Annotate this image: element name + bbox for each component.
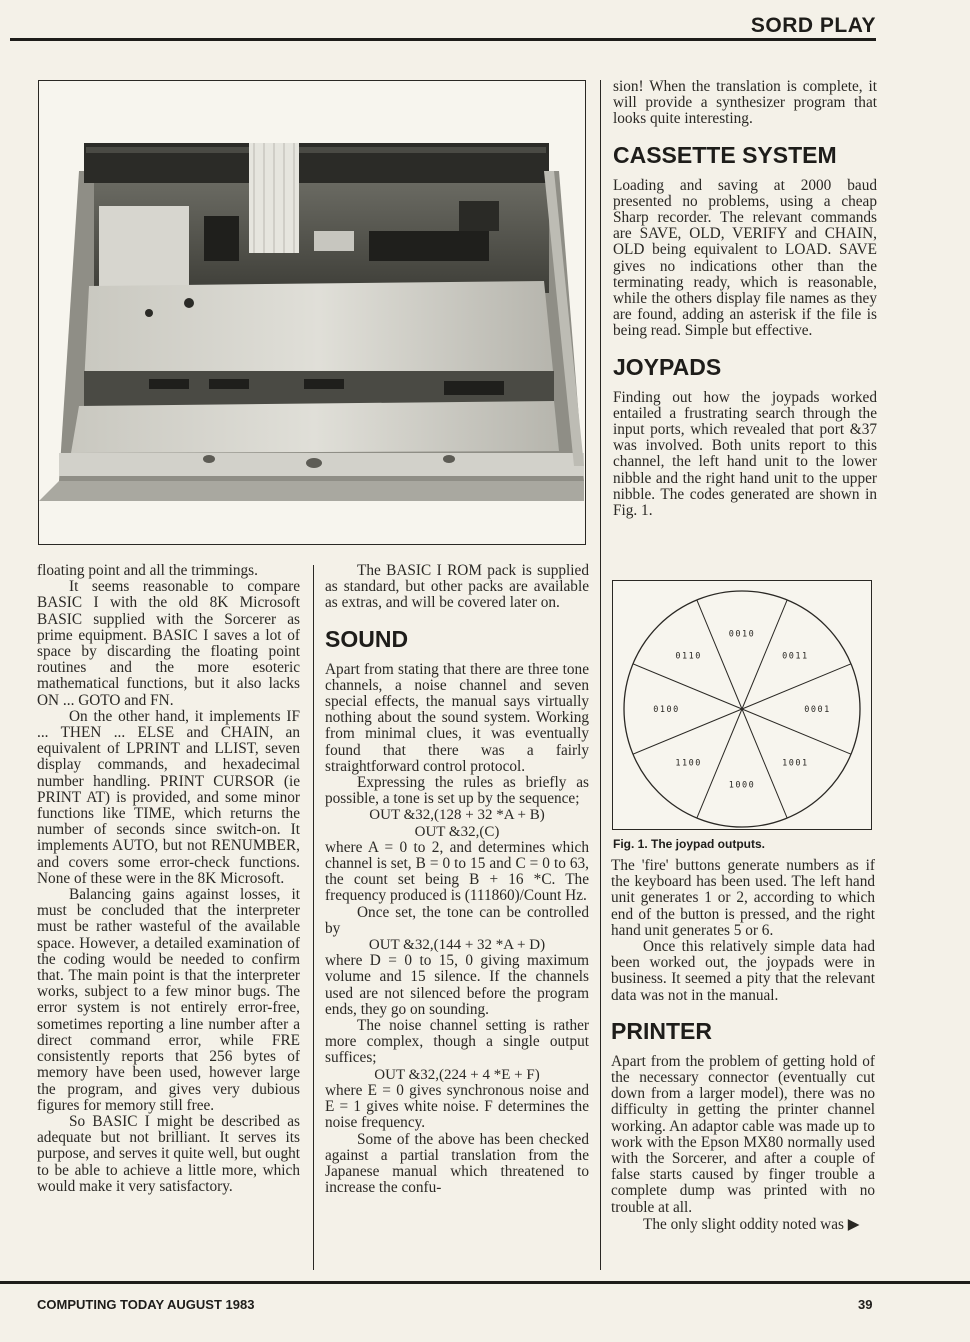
printer-paragraph-1: Apart from the problem of getting hold of the necessary connector (eventually cut down from a larger model), there was no difficulty in getting the printer channel working. An adaptor cable was made up to work with the Epson MX80 normally used with the Sorcerer, and after a couple of false starts caused by finger trouble a complete dump was printed with no trouble at all.: [611, 1052, 875, 1216]
column-1-paragraph: It seems reasonable to compare BASIC I with the old 8K Microsoft BASIC supplied with the Sorcerer as prime equipment. BASIC I saves a lot of space by discarding the floating point routines and the more esoteric mathematical functions, but it also lacks ON ... GOTO and FN.: [37, 578, 300, 709]
rom-pack-paragraph: The BASIC I ROM pack is supplied as standard, but other packs are available as extras, and will be covered later on.: [325, 562, 589, 612]
sound-paragraph-3: where A = 0 to 2, and determines which channel is set, B = 0 to 15 and C = 0 to 63, the count set being B + 16 *C. The frequency produced is (111860)/Count Hz.: [325, 838, 589, 905]
sound-paragraph-1: Apart from stating that there are three tone channels, a noise channel and seven special effects, the manual says virtually nothing about the sound system. Working from minimal clues, it was eventually found that there was a fairly straightforward control protocol.: [325, 660, 589, 775]
footer-rule: [0, 1281, 970, 1284]
computer-interior-photo: [39, 81, 585, 544]
printer-paragraph-2: [611, 1216, 875, 1233]
text-column-1: [37, 563, 300, 1195]
joypad-output-diagram: [613, 581, 871, 829]
joypad-code-label: 1001: [782, 758, 809, 769]
sound-heading: SOUND: [325, 625, 409, 652]
header-rule: [10, 38, 876, 41]
code-line-4: OUT &32,(224 + 4 *E + F): [374, 1066, 540, 1083]
sound-paragraph-7: where E = 0 gives synchronous noise and E = 1 gives white noise. F determines the noise frequency.: [325, 1081, 589, 1132]
printer-paragraph-2-text: The only slight oddity noted was: [643, 1215, 844, 1233]
code-line-1: OUT &32,(128 + 32 *A + B): [369, 807, 545, 824]
footer-page-number: 39: [858, 1297, 873, 1312]
column-1-paragraph: floating point and all the trimmings.: [37, 562, 258, 579]
sound-paragraph-4: Once set, the tone can be controlled by: [325, 903, 589, 937]
figure-1-frame: [612, 580, 872, 830]
joypad-code-label: 0100: [653, 705, 680, 715]
joypad-code-label: 0011: [782, 651, 809, 662]
code-line-2: OUT &32,(C): [414, 823, 500, 840]
joypad-code-label: 0001: [804, 705, 831, 715]
printer-heading: PRINTER: [611, 1017, 712, 1044]
column-1-paragraph: On the other hand, it implements IF ... THEN ... ELSE and CHAIN, an equivalent of LPRINT and LLIST, seven display commands, and hexadecimal number handling. PRINT CURSOR (ie PRINT AT) is provided, and some minor functions like TIME, which returns the number of seconds since switch-on. It implements AUTO, but not RENUMBER, and covers some error-check functions. None of these were in the 8K Microsoft.: [37, 707, 300, 887]
sound-paragraph-6: The noise channel setting is rather more complex, though a single output suffices;: [325, 1017, 589, 1067]
sound-paragraph-2: Expressing the rules as briefly as possible, a tone is set up by the sequence;: [325, 774, 589, 808]
code-line-3: OUT &32,(144 + 32 *A + D): [368, 937, 546, 954]
column-divider-2: [600, 80, 601, 1270]
sound-paragraph-8: Some of the above has been checked against a partial translation from the Japanese manual which threatened to increase the confu-: [325, 1130, 589, 1197]
column-divider-1: [313, 565, 314, 1270]
footer-publication: COMPUTING TODAY AUGUST 1983: [37, 1297, 255, 1312]
joypads-paragraph-3: Once this relatively simple data had been worked out, the joypads were in business. It seemed a pity that the relevant data was not in the manual.: [611, 938, 875, 1004]
continue-arrow-icon: ▶: [847, 1214, 860, 1233]
joypads-paragraph-1: Finding out how the joypads worked entailed a frustrating search through the input ports, which revealed that port &37 was involved. Both units report to this channel, the left hand unit to the lower nibble and the right hand unit to the upper nibble. The codes generated are shown in Fig. 1.: [613, 388, 877, 520]
cassette-paragraph: Loading and saving at 2000 baud presented no problems, using a cheap Sharp recorder. The relevant commands are SAVE, OLD, VERIFY and CHAIN, OLD being equivalent to LOAD. SAVE gives no indications other than the terminating ready, which is reasonable, while the others display file names as they are found, adding an asterisk if the file is being read. Simple but effective.: [613, 176, 877, 340]
text-column-2: [325, 563, 589, 1196]
joypads-heading: JOYPADS: [613, 353, 722, 380]
text-column-3-upper: [613, 79, 877, 519]
sound-paragraph-5: where D = 0 to 15, 0 giving maximum volume and 15 silence. If the channels used are not silenced before the program ends, they go on sounding.: [325, 952, 589, 1018]
joypad-code-label: 0010: [728, 629, 756, 640]
joypad-code-label: 0110: [675, 651, 702, 662]
column-1-paragraph: Balancing gains against losses, it must be concluded that the interpreter must be rather wasteful of the available space. However, a detailed examination of the coding would be needed to confirm that. The main point is that the interpreter works, subject to a few minor bugs. The error system is not entirely error-free, sometimes reporting a line number after a direct command error, while FRE consistently reports that 256 bytes of memory have been used, however large the program, and gives very dubious figures for memory still free.: [37, 886, 300, 1114]
text-column-3-lower: [611, 858, 875, 1233]
running-header: SORD PLAY: [750, 14, 876, 37]
synth-paragraph: sion! When the translation is complete, it will provide a synthesizer program that looks quite interesting.: [613, 78, 877, 128]
photo-frame: [38, 80, 586, 545]
figure-1-caption: Fig. 1. The joypad outputs.: [613, 837, 765, 851]
cassette-heading: CASSETTE SYSTEM: [613, 141, 837, 168]
joypad-code-label: 1000: [728, 780, 756, 791]
joypads-paragraph-2: The 'fire' buttons generate numbers as if the keyboard has been used. The left hand unit generates 1 or 2, according to which end of the button is pressed, and the right hand unit generates 5 or 6.: [611, 857, 875, 939]
joypad-code-label: 1100: [675, 758, 702, 769]
column-1-paragraph: So BASIC I might be described as adequate but not brilliant. It serves its purpose, and serves it quite well, but ought to be able to achieve a little more, which would make it very satisfactory.: [37, 1112, 300, 1195]
